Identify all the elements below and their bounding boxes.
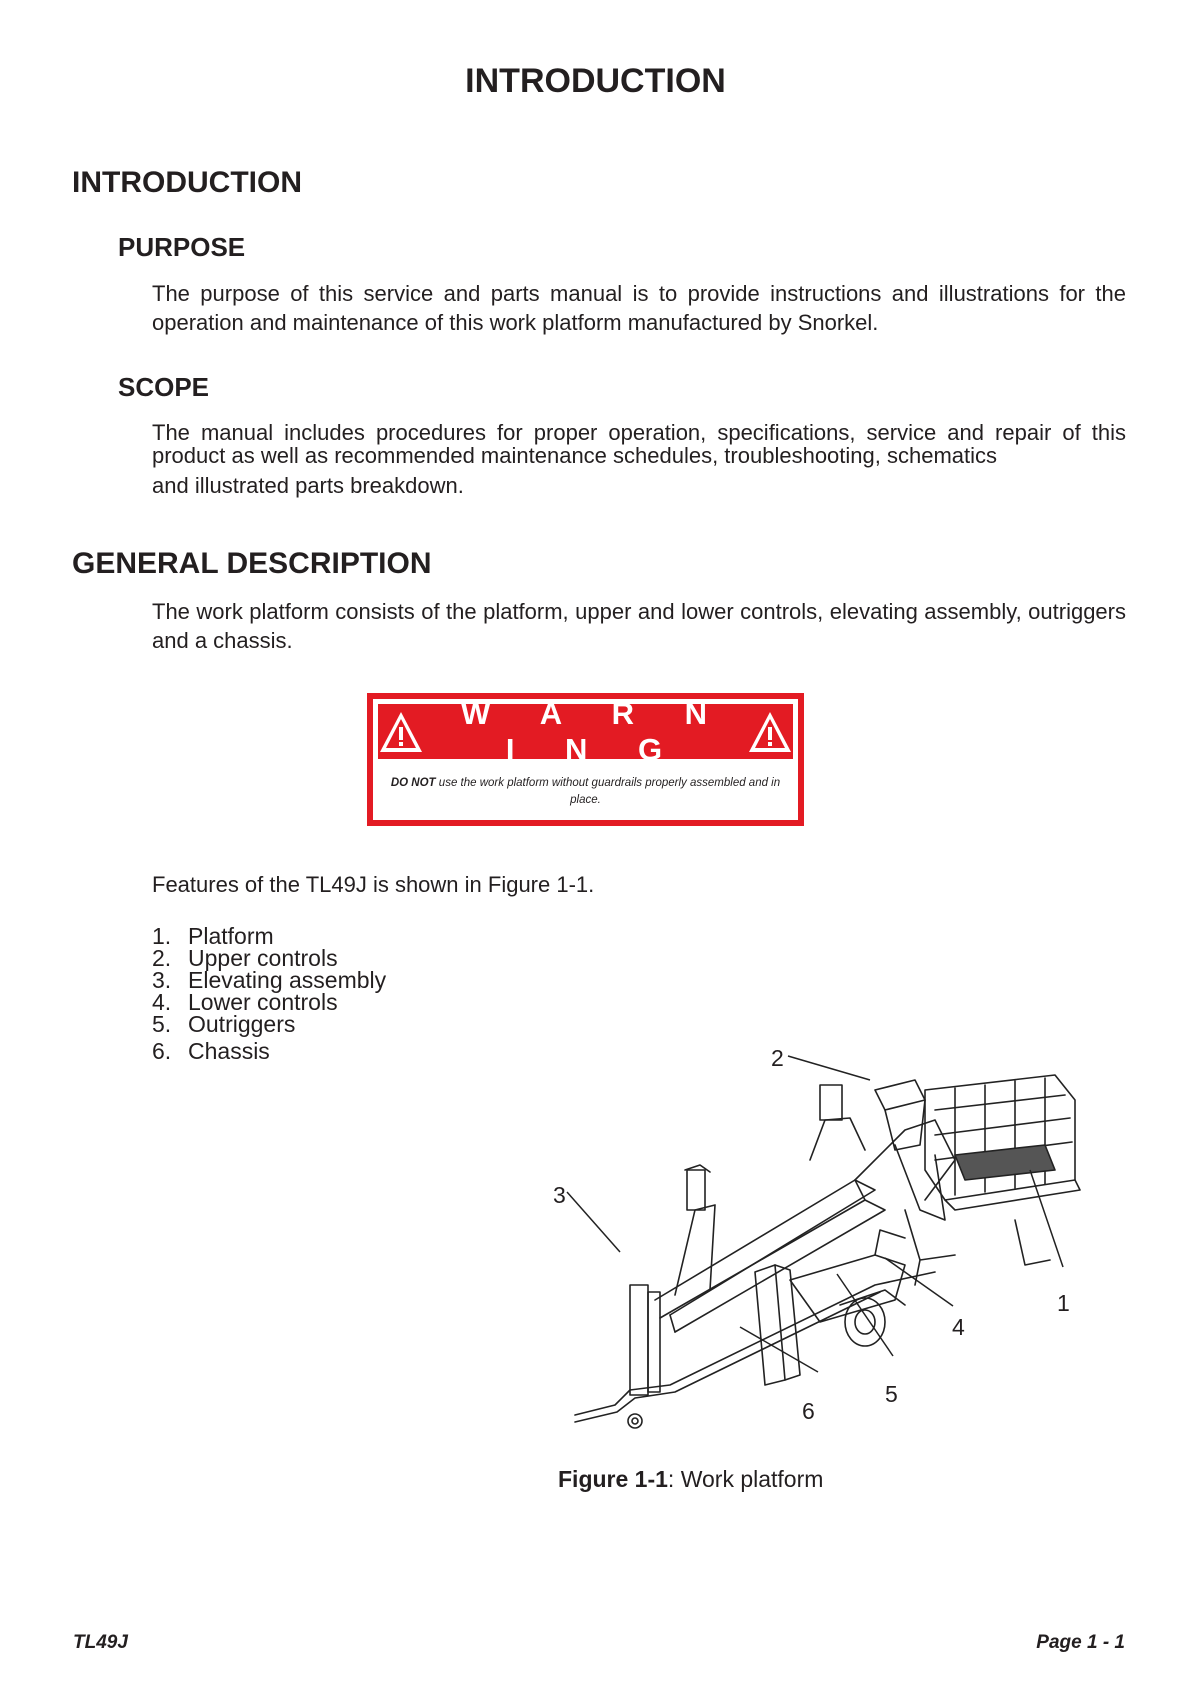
warning-banner xyxy=(378,695,793,767)
warning-triangle-icon xyxy=(747,710,793,754)
section-heading-introduction: INTRODUCTION xyxy=(72,166,302,199)
warning-box xyxy=(367,693,804,826)
list-item: 2. Upper controls xyxy=(152,945,338,971)
page-title: INTRODUCTION xyxy=(465,62,726,100)
figure-caption-number: Figure 1-1 xyxy=(558,1466,668,1492)
callout-label: 1 xyxy=(1057,1290,1070,1316)
list-item: 5. Outriggers xyxy=(152,1011,296,1037)
callout-label: 3 xyxy=(553,1182,566,1208)
list-item: 3. Elevating assembly xyxy=(152,967,387,993)
callout-label: 4 xyxy=(952,1314,965,1340)
subheading-purpose: PURPOSE xyxy=(118,232,246,262)
list-item: 6. Chassis xyxy=(152,1038,270,1064)
warning-body: use the work platform without guardrails properly assembled and in place. xyxy=(438,777,781,806)
figure-caption xyxy=(558,1466,823,1493)
subheading-scope: SCOPE xyxy=(118,372,210,402)
callout-label: 2 xyxy=(771,1045,784,1071)
warning-title: W A R N I N G xyxy=(461,695,728,767)
callout-label: 6 xyxy=(802,1398,815,1424)
work-platform-figure xyxy=(553,1045,1085,1450)
warning-emphasis: DO NOT xyxy=(390,777,436,789)
warning-message xyxy=(383,775,788,809)
list-item: 4. Lower controls xyxy=(152,989,338,1015)
callout-label: 5 xyxy=(885,1381,898,1407)
general-description-paragraph: The work platform consists of the platform, upper and lower controls, elevating assembly, outriggers and a chassis. xyxy=(152,599,1126,653)
features-list xyxy=(152,925,386,1062)
purpose-paragraph: The purpose of this service and parts manual is to provide instructions and illustrations for the operation and maintenance of this work platform manufactured by Snorkel. xyxy=(152,281,1126,335)
scope-paragraph-line2: and illustrated parts breakdown. xyxy=(152,473,464,498)
scope-paragraph-line1: The manual includes procedures for proper operation, specifications, service and repair of this product as well as recommended maintenance schedules, troubleshooting, schematics xyxy=(152,420,1126,468)
warning-triangle-icon xyxy=(378,710,424,754)
footer-model: TL49J xyxy=(73,1632,128,1653)
list-item: 1. Platform xyxy=(152,923,274,949)
footer-page-number: Page 1 - 1 xyxy=(1036,1632,1125,1653)
features-intro: Features of the TL49J is shown in Figure 1-1. xyxy=(152,872,595,897)
section-heading-general-description: GENERAL DESCRIPTION xyxy=(72,547,432,580)
figure-caption-text: : Work platform xyxy=(667,1466,824,1492)
